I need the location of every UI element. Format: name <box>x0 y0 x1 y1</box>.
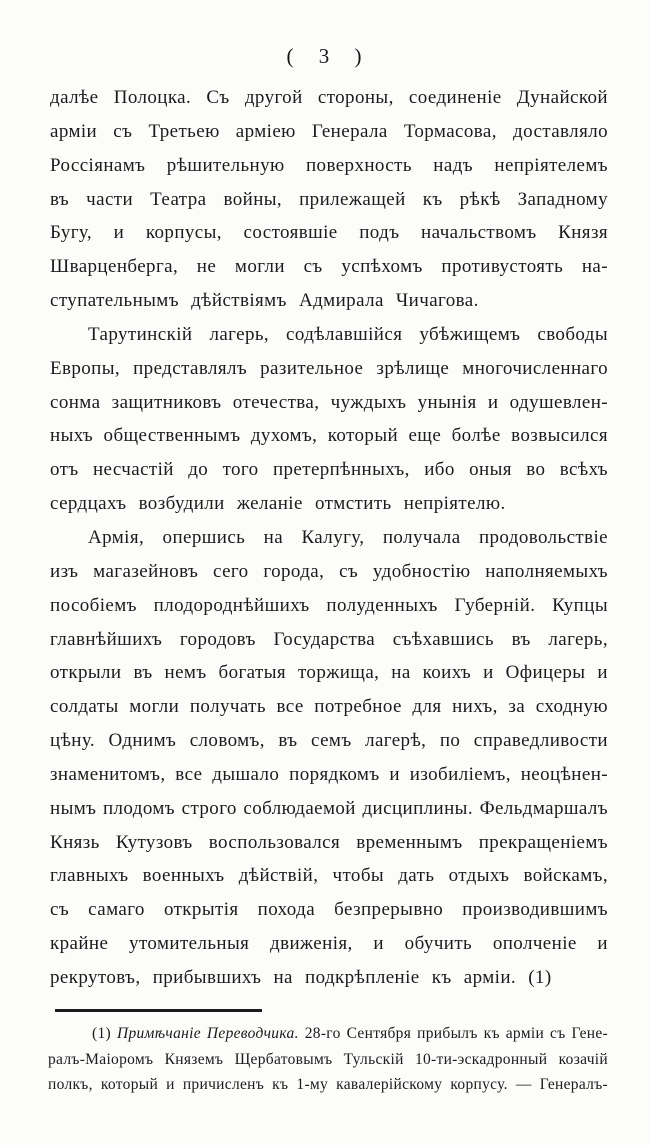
body-text <box>50 81 608 995</box>
text-line: Европы, представлялъ разительное зрѣлище многочисленнаго <box>50 357 608 379</box>
paragraph-3 <box>50 521 608 995</box>
text-line: нымъ плодомъ строго соблюдаемой дисциплины. Фельдмаршалъ <box>50 797 608 819</box>
footnote-italic-lead: Примѣчаніе Переводчика. <box>116 1025 299 1042</box>
text-line: солдаты могли получать все потребное для нихъ, за сходную <box>50 696 608 718</box>
footnote-line <box>48 1021 608 1047</box>
footnote-separator <box>55 1009 262 1012</box>
text-line: изъ магазейновъ сего города, съ удобностію наполняемыхъ <box>50 560 608 582</box>
text-line: Шварценберга, не могли съ успѣхомъ противустоять на- <box>50 256 608 278</box>
footnote-marker: (1) <box>92 1025 111 1042</box>
text-line: рекрутовъ, прибывшихъ на подкрѣпленіе къ арміи. (1) <box>50 966 552 988</box>
text-line: сердцахъ возбудили желаніе отмстить непріятелю. <box>50 493 506 515</box>
footnote <box>48 1021 608 1098</box>
text-line: Россіянамъ рѣшительную поверхность надъ непріятелемъ <box>50 154 608 176</box>
text-line: Армія, опершись на Калугу, получала продовольствіе <box>88 526 608 548</box>
text-line: ступательнымъ дѣйствіямъ Адмирала Чичагова. <box>50 290 479 312</box>
text-line: пособіемъ плодороднѣйшихъ полуденныхъ Губерній. Купцы <box>50 594 608 616</box>
text-line: цѣну. Однимъ словомъ, въ семъ лагерѣ, по справедливости <box>50 730 608 752</box>
text-line: далѣе Полоцка. Съ другой стороны, соединеніе Дунайской <box>50 87 608 108</box>
text-line: Князь Кутузовъ воспользовался временнымъ прекращеніемъ <box>50 831 608 853</box>
paragraph-1 <box>50 81 608 318</box>
text-line: открыли въ немъ богатыя торжища, на коихъ и Офицеры и <box>50 662 608 684</box>
footnote-text: 28-го Сентября прибылъ къ арміи съ Гене- <box>304 1025 608 1042</box>
text-line: сонма защитниковъ отечества, чуждыхъ унынія и одушевлен- <box>50 391 608 413</box>
text-line: Тарутинскій лагерь, содѣлавшійся убѣжищемъ свободы <box>88 323 608 345</box>
text-line: Бугу, и корпусы, состоявшіе подъ начальствомъ Князя <box>50 222 608 244</box>
text-line: ныхъ общественнымъ духомъ, который еще болѣе возвысился <box>50 425 608 447</box>
text-line: главныхъ военныхъ дѣйствій, чтобы дать отдыхъ войскамъ, <box>50 865 608 887</box>
footnote-line: ралъ-Маіоромъ Княземъ Щербатовымъ Тульскій 10-ти-эскадронный козачій <box>48 1050 608 1068</box>
footnote-line: полкъ, который и причисленъ къ 1-му кавалерійскому корпусу. — Генералъ- <box>48 1076 608 1093</box>
text-line: отъ несчастій до того претерпѣнныхъ, ибо оныя во всѣхъ <box>50 459 608 481</box>
page-number: ( 3 ) <box>286 44 364 68</box>
text-line: главнѣйшихъ городовъ Государства съѣхавшись въ лагерь, <box>50 628 608 650</box>
text-line: арміи съ Третьею арміею Генерала Тормасова, доставляло <box>50 120 608 142</box>
paragraph-2 <box>50 318 608 521</box>
text-line: въ части Театра войны, прилежащей къ рѣкѣ Западному <box>50 188 608 210</box>
text-line: крайне утомительныя движенія, и обучить ополченіе и <box>50 933 608 955</box>
text-line: знаменитомъ, все дышало порядкомъ и изобиліемъ, неоцѣнен- <box>50 763 608 785</box>
text-line: съ самаго открытія похода безпрерывно производившимъ <box>50 899 608 921</box>
